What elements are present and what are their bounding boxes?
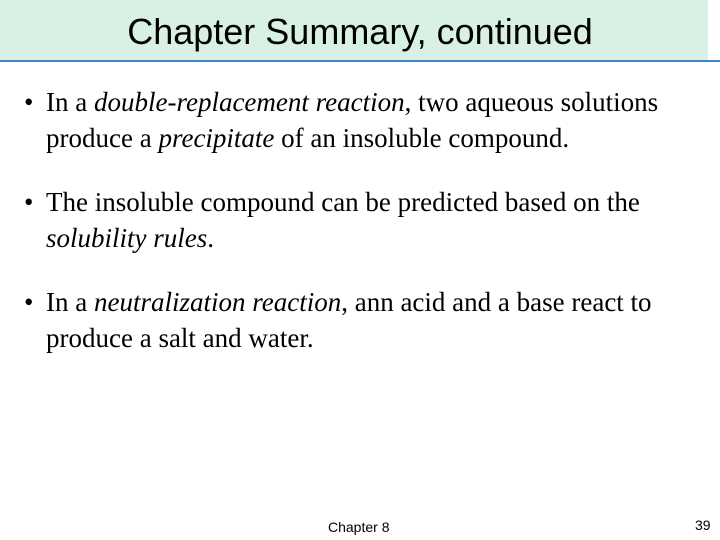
bullet-text-segment: , ann acid and a base react to produce a salt and water. (46, 287, 652, 353)
bullet-marker: • (24, 87, 34, 117)
bullet-item (24, 184, 684, 256)
bullet-text (46, 187, 640, 253)
bullet-marker: • (24, 187, 34, 217)
bullet-marker: • (24, 287, 34, 317)
bullet-text-segment: , two aqueous solutions produce a (46, 87, 659, 153)
bullet-text-segment: . (207, 223, 214, 253)
footer-chapter-label: Chapter 8 (328, 519, 390, 535)
bullet-text-segment: In a (46, 287, 94, 317)
term-neutralization-reaction: neutralization reaction (93, 287, 342, 317)
bullet-text (46, 287, 652, 353)
bullet-item (24, 284, 684, 356)
bullet-text-segment: The insoluble compound can be predicted based on the (46, 187, 640, 217)
bullet-item (24, 84, 684, 156)
footer-page-number: 39 (695, 517, 711, 533)
bullet-text (46, 87, 658, 153)
bullet-list (24, 84, 684, 356)
term-solubility-rules: solubility rules (46, 223, 208, 253)
title-underline (0, 60, 720, 62)
term-precipitate: precipitate (158, 123, 275, 153)
term-double-replacement-reaction: double-replacement reaction (93, 87, 405, 117)
bullet-text-segment: of an insoluble compound. (274, 123, 570, 153)
slide-title: Chapter Summary, continued (127, 11, 593, 52)
bullet-text-segment: In a (46, 87, 94, 117)
